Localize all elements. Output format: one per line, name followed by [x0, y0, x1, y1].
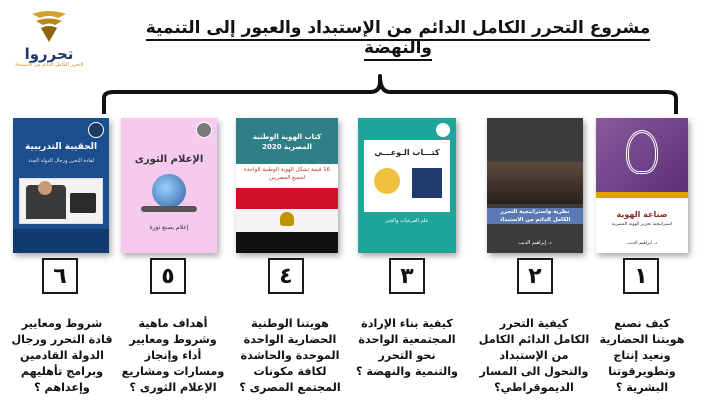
book-6-photo: [19, 178, 103, 224]
book-3-subtitle: علم الفرعيات والجبر: [385, 218, 429, 224]
number-box-2: ٢: [517, 258, 553, 294]
caption-line: المجتمعية الواحدة: [358, 333, 456, 346]
book-4-title: كتاب الهوية الوطنية المصرية 2020: [252, 133, 322, 151]
caption-line: نحو التحرر: [378, 349, 436, 362]
caption-line: كيف نصنع: [614, 317, 670, 330]
caption-line: والتنمية والنهضة ؟: [355, 365, 458, 378]
seal-icon: [88, 122, 104, 138]
page-title-text: مشروع التحرر الكامل الدائم من الإستبداد والعبور إلى التنمية والنهضة: [146, 18, 651, 61]
book-1-author: د. ابراهيم الديب: [627, 241, 657, 246]
caption-line: وبرامج تأهليهم: [20, 365, 104, 378]
caption-line: الموحدة والحاشدة: [240, 349, 340, 362]
caption-line: الدولة القادمين: [20, 349, 104, 362]
globe-icon: [152, 174, 186, 208]
number-box-5: ٥: [150, 258, 186, 294]
caption-line: وإعداهم ؟: [34, 381, 90, 394]
caption-line: الحضارية الواحدة: [243, 333, 337, 346]
book-5-title: الإعلام الثورى: [134, 154, 204, 165]
number-box-1: ١: [623, 258, 659, 294]
logo-tagline: التحرر الكامل الدائم من الاستبداد: [14, 62, 84, 68]
book-3-title: كتـــاب الـوعـــي: [374, 148, 440, 157]
book-2-author: د. إبراهيم الديب: [518, 240, 552, 246]
logo-name: تحرروا: [24, 45, 74, 63]
caption-2: [478, 316, 590, 396]
caption-line: هويتنا الحضارية: [599, 333, 685, 346]
book-6-subtitle: لقادة التحرر ورجال الدولة الجدد: [28, 158, 94, 164]
book-3-panel: [364, 140, 450, 212]
book-cover-2[interactable]: [487, 118, 583, 253]
page-title: [118, 18, 678, 58]
number-box-3: ٣: [389, 258, 425, 294]
eagle-icon: [280, 212, 294, 226]
seal-icon: [435, 122, 451, 138]
book-cover-3[interactable]: [358, 118, 456, 253]
logo: [14, 8, 84, 80]
book-2-title: نظرية واستراتيجية التحرر الكامل الدائم من الاستبداد: [487, 208, 583, 224]
caption-line: ومسارات ومشاريع: [121, 365, 225, 378]
book-5-subtitle: إعلام يصنع ثورة: [149, 224, 189, 231]
book-4-subtitle: 16 قيمة تشكل الهوية الوطنية الواحدة لجميع المصريين: [243, 167, 331, 181]
caption-line: أهداف ماهية: [138, 317, 208, 330]
seal-icon: [196, 122, 212, 138]
book-cover-4[interactable]: [236, 118, 338, 253]
caption-line: كيفية التحرر: [499, 317, 569, 330]
briefcase-icon: [70, 193, 96, 213]
caption-line: ونعيد إنتاج: [613, 349, 671, 362]
curly-brace: [100, 58, 680, 116]
caption-line: والتحول الى المسار: [479, 365, 589, 378]
book-cover-5[interactable]: [121, 118, 217, 253]
caption-line: قادة التحرر ورجال: [11, 333, 113, 346]
number-box-6: ٦: [42, 258, 78, 294]
caption-line: أداء وإنجاز: [144, 349, 202, 362]
caption-line: شروط ومعايير: [21, 317, 103, 330]
caption-line: وتطويرقوتنا: [608, 365, 676, 378]
logo-emblem-icon: [28, 8, 70, 44]
caption-line: وشروط ومعايير: [129, 333, 217, 346]
caption-line: البشرية ؟: [615, 381, 669, 394]
caption-line: من الإستبداد: [499, 349, 569, 362]
book-1-title: صناعة الهوية: [616, 210, 668, 219]
fingerprint-icon: [626, 130, 658, 174]
caption-line: الإعلام الثورى ؟: [129, 381, 217, 394]
caption-line: هويتنا الوطنية: [251, 317, 329, 330]
egypt-flag: [236, 188, 338, 253]
person-icon: [374, 168, 400, 194]
caption-line: المجتمع المصرى ؟: [239, 381, 341, 394]
book-cover-1[interactable]: [596, 118, 688, 253]
book-1-subtitle: استراتيجية تحرير الهوية المصرية: [611, 222, 673, 227]
caption-line: الديموقراطي؟: [494, 381, 574, 394]
book-cover-6[interactable]: [13, 118, 109, 253]
caption-line: الكامل الدائم الكامل: [478, 333, 590, 346]
caption-3: [351, 316, 463, 380]
caption-5: [117, 316, 229, 396]
caption-line: لكافة مكونات: [253, 365, 327, 378]
crowd-image: [487, 162, 583, 204]
caption-4: [234, 316, 346, 396]
book-6-title: الحقيبة التدريبية: [24, 142, 98, 152]
number-box-4: ٤: [268, 258, 304, 294]
caption-1: [588, 316, 696, 396]
book-1-photo: [596, 118, 688, 192]
caption-6: [6, 316, 118, 396]
caption-line: كيفية بناء الإرادة: [361, 317, 453, 330]
